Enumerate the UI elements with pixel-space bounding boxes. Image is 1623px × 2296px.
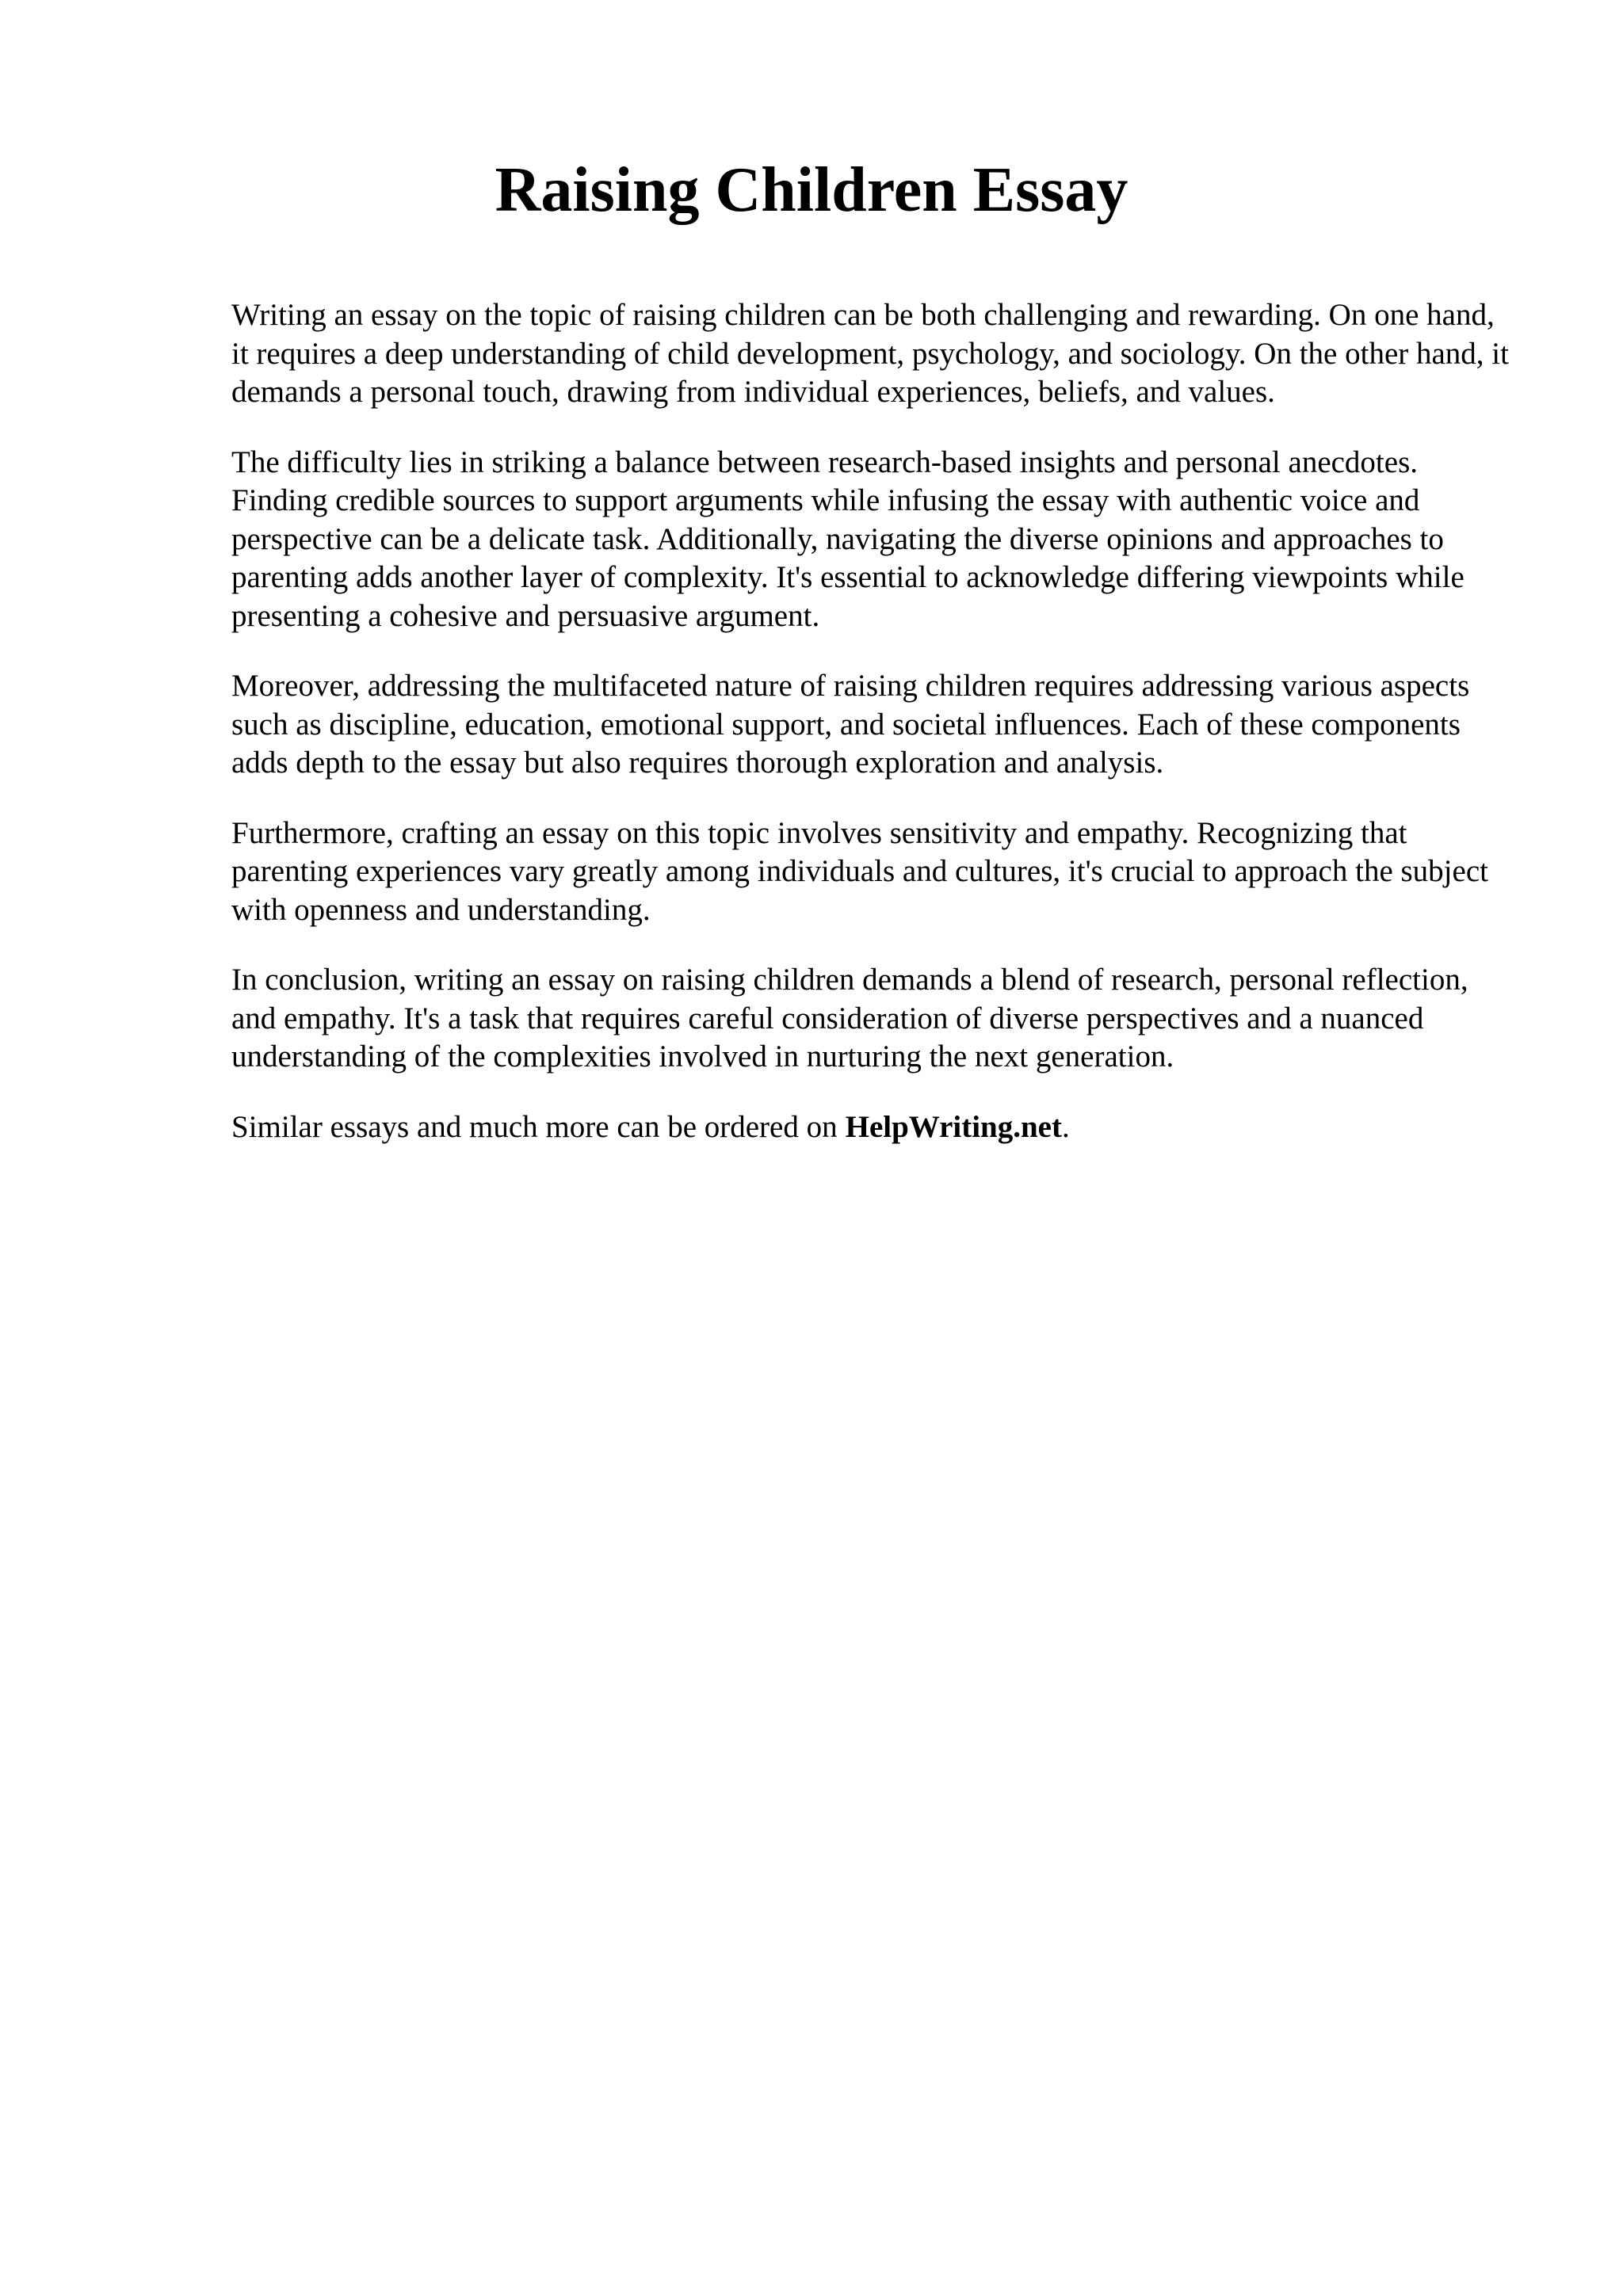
footer-text: Similar essays and much more can be ordered on <box>231 1109 838 1144</box>
footer-suffix: . <box>1061 1109 1070 1144</box>
footer-note <box>231 1108 1515 1147</box>
document-title: Raising Children Essay <box>495 155 1128 225</box>
paragraph-1: Writing an essay on the topic of raising children can be both challenging and rewarding. On one hand, it requires a deep understanding of child development, psychology, and sociology. On the other hand, it demands a personal touch, drawing from individual experiences, beliefs, and values. <box>231 298 1509 409</box>
paragraph-4: Furthermore, crafting an essay on this topic involves sensitivity and empathy. Recognizing that parenting experiences vary greatly among individuals and cultures, it's crucial to approach the subject with openness and understanding. <box>231 815 1488 927</box>
brand-name: HelpWriting.net <box>845 1109 1062 1144</box>
paragraph-2: The difficulty lies in striking a balance between research-based insights and personal anecdotes. Finding credible sources to support arguments while infusing the essay with authentic voice and perspective can be a delicate task. Additionally, navigating the diverse opinions and approaches to parenting adds another layer of complexity. It's essential to acknowledge differing viewpoints while presenting a cohesive and persuasive argument. <box>231 444 1465 633</box>
paragraph-3: Moreover, addressing the multifaceted nature of raising children requires addressing various aspects such as discipline, education, emotional support, and societal influences. Each of these components adds depth to the essay but also requires thorough exploration and analysis. <box>231 669 1470 780</box>
document-body <box>231 296 1515 1178</box>
paragraph-5: In conclusion, writing an essay on raising children demands a blend of research, personal reflection, and empathy. It's a task that requires careful consideration of diverse perspectives and a nuanced understanding of the complexities involved in nurturing the next generation. <box>231 963 1468 1074</box>
